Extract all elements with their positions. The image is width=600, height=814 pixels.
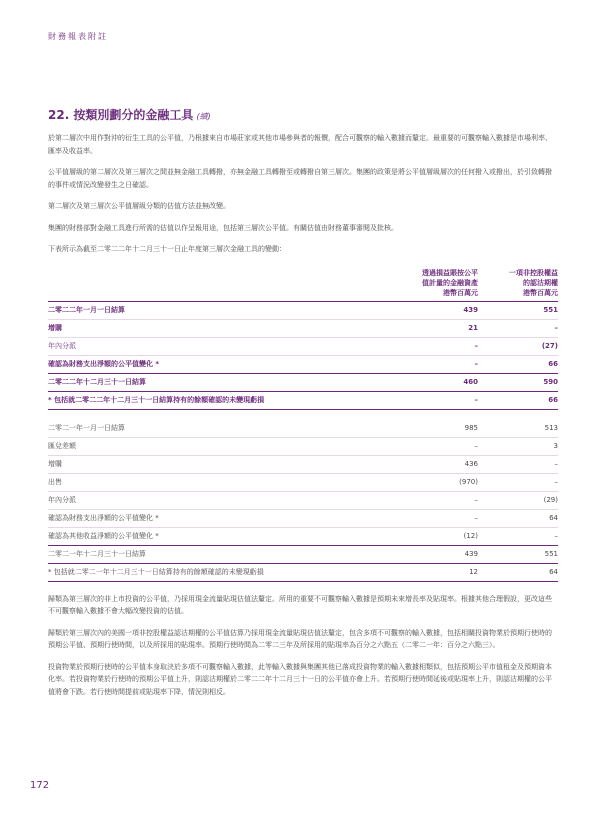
table-row-total: 二零二一年十二月三十一日結算 439 551: [48, 546, 558, 564]
table-row-footnote: * 包括就二零二一年十二月三十一日結算持有的餘額確認的未變現虧損 12 64: [48, 564, 558, 582]
column-header-fvpl-assets: 透過損益賬按公平 值計量的金融資產 港幣百萬元: [422, 268, 478, 297]
closing-notes: [48, 593, 558, 699]
table-row: 確認為財務支出淨額的公平值變化 * – 66: [48, 356, 558, 374]
table-row: 匯兌差額 – 3: [48, 438, 558, 456]
table-row: 二零二二年一月一日結算 439 551: [48, 302, 558, 320]
table-row: 確認為其他收益淨額的公平值變化 * (12) –: [48, 528, 558, 546]
section-title: [48, 106, 558, 123]
running-header: 財務報表附註: [48, 32, 108, 41]
table-row: 增購 21 –: [48, 320, 558, 338]
table-block-2022: [48, 302, 558, 410]
page-number: 172: [30, 780, 50, 791]
main-content: [48, 106, 558, 707]
table-block-2021: [48, 420, 558, 582]
section-title-text: 22. 按類別劃分的金融工具: [48, 108, 194, 122]
table-row-total: 二零二二年十二月三十一日結算 460 590: [48, 374, 558, 392]
paragraph: 於第二層次中用作對沖的衍生工具的公平值，乃根據來自市場莊家或其他市場參與者的報價，配合可觀察的輸入數據而釐定。最重要的可觀察輸入數據是市場利率、匯率及收益率。: [48, 134, 552, 155]
paragraph: 集團的財務部對金融工具進行所需的估值以作呈報用途，包括第三層次公平值。有關估值由財務董事審閱及批核。: [48, 223, 398, 232]
continued-marker: (續): [196, 112, 211, 121]
table-row: 年內分派 – (29): [48, 492, 558, 510]
table-row: 出售 (970) –: [48, 474, 558, 492]
paragraph: 第二層次及第三層次公平值層級分類的估值方法並無改變。: [48, 202, 230, 210]
level3-movement-table: [48, 265, 558, 582]
table-row-footnote: * 包括就二零二二年十二月三十一日結算持有的餘額確認的未變現虧損 – 66: [48, 392, 558, 410]
table-row: 確認為財務支出淨額的公平值變化 * – 64: [48, 510, 558, 528]
table-row: 二零二一年一月一日結算 985 513: [48, 420, 558, 438]
paragraph: 下表所示為截至二零二二年十二月三十一日止年度第三層次金融工具的變動：: [48, 245, 286, 253]
paragraph: 公平值層級的第二層次及第三層次之間並無金融工具轉撥，亦無金融工具轉撥至或轉撥自第三層次。集團的政策是將公平值層級層次的任何撥入或撥出，於引致轉撥的事件或情況改變發生之日確認。: [48, 168, 552, 189]
table-row: 增購 436 –: [48, 456, 558, 474]
paragraph: 歸類為第三層次的非上市投資的公平值，乃採用現金流量貼現估值法釐定。所用的重要不可觀察輸入數據是預期未來增長率及貼現率。根據其他合理假設，更改這些不可觀察輸入數據不會大幅改變投資的估值。: [48, 594, 552, 615]
paragraph: 歸類於第三層次內的美國一項非控股權益認沽期權的公平值估算乃採用現金流量貼現估值法釐定，包含多項不可觀察的輸入數據，包括相關投資物業於預期行使時的預期公平值、預期行使時間，以及所採用的貼現率。預期行使時間為二零二三年及所採用的貼現率為百分之六點五（二零二一年：百分之六點三）。: [48, 628, 552, 649]
paragraph: 投資物業於預期行使時的公平值本身取決於多項不可觀察輸入數據，此等輸入數據與集團其他已落成投資物業的輸入數據相類似，包括預期公平市值租金及預期資本化率。若投資物業於行使時的預期公平值上升，則認沽期權於二零二二年十二月三十一日的公平值亦會上升。若預期行使時間延後或貼現率上升，則認沽期權的公平值將會下跌。若行使時間提前或貼現率下降，情況則相反。: [48, 662, 552, 696]
table-row: 年內分派 – (27): [48, 338, 558, 356]
column-header-put-option: 一項非控股權益 的認沽期權 港幣百萬元: [509, 268, 558, 297]
table-header: [48, 265, 558, 302]
